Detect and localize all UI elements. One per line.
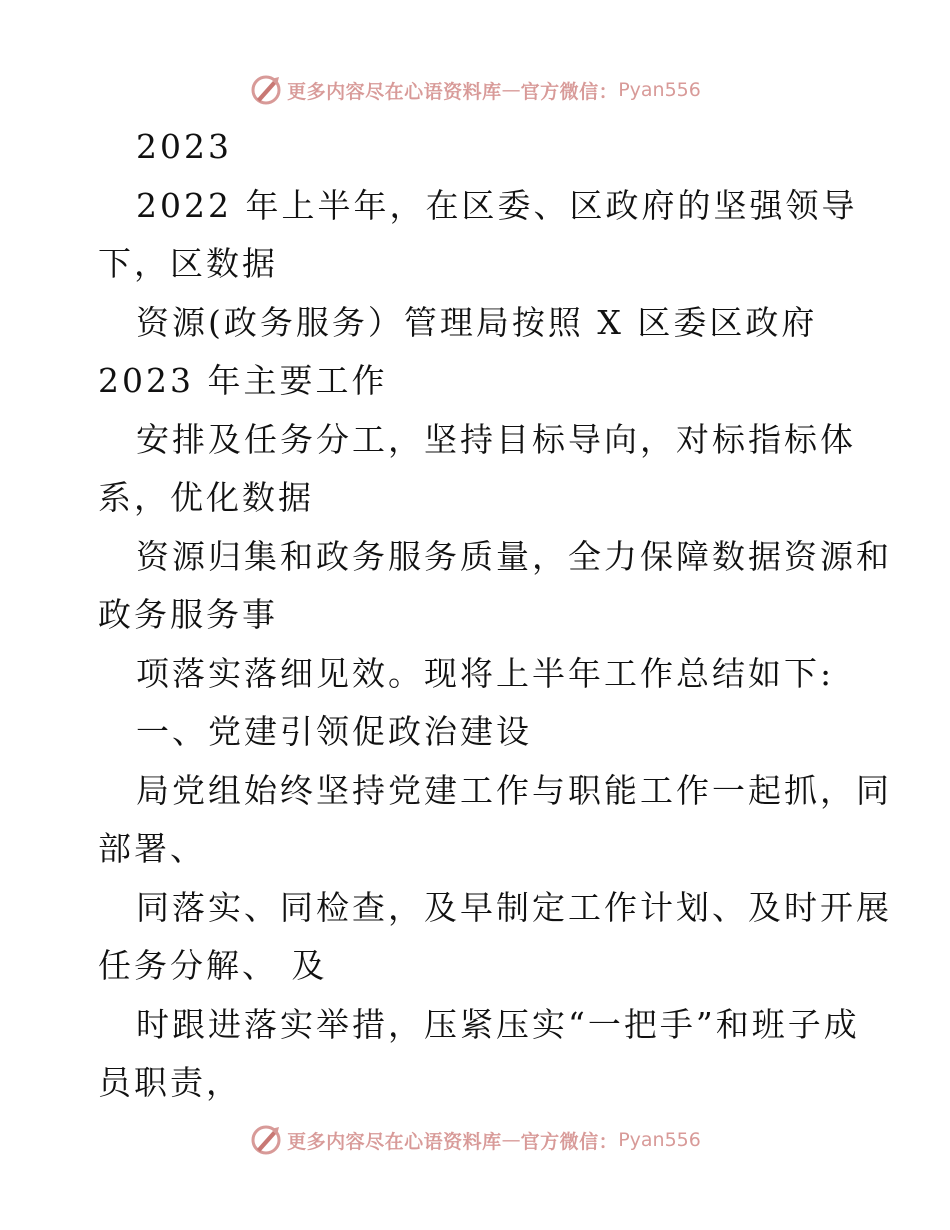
watermark-site-text: 更多内容尽在心语资料库 (287, 80, 502, 103)
document-line: 时跟进落实举措，压紧压实“一把手”和班子成 (136, 1004, 860, 1044)
document-line: 局党组始终坚持党建工作与职能工作一起抓，同 (136, 770, 892, 810)
document-line: 系，优化数据 (98, 478, 314, 517)
document-line: 下，区数据 (98, 244, 278, 283)
document-line: 项落实落细见效。现将上半年工作总结如下: (136, 653, 835, 693)
document-line: 资源归集和政务服务质量，全力保障数据资源和 (136, 536, 892, 576)
document-line: 任务分解、 及 (98, 946, 328, 985)
watermark-site-text: 更多内容尽在心语资料库 (287, 1130, 502, 1153)
document-line: 部署、 (98, 829, 206, 868)
document-line: 资源(政务服务）管理局按照 X 区委区政府 (136, 302, 818, 342)
quill-pen-logo-icon (249, 73, 283, 107)
document-body (98, 118, 898, 1113)
document-line: 员职责， (98, 1063, 242, 1102)
watermark-wechat-label: 官方微信： (520, 1130, 619, 1153)
watermark-banner-top (0, 70, 950, 110)
document-line: 同落实、同检查，及早制定工作计划、及时开展 (136, 887, 892, 927)
document-line: 2023 (136, 127, 232, 166)
document-line: 2022 年上半年，在区委、区政府的坚强领导 (136, 185, 858, 225)
watermark-wechat-id: Pyan556 (618, 79, 701, 101)
document-line: 政务服务事 (98, 595, 278, 634)
section-heading: 一、党建引领促政治建设 (136, 712, 532, 751)
watermark-separator: — (501, 1129, 521, 1151)
watermark-wechat-id: Pyan556 (618, 1129, 701, 1151)
watermark-wechat-label: 官方微信： (520, 80, 619, 103)
document-line: 安排及任务分工，坚持目标导向，对标指标体 (136, 419, 856, 459)
watermark-separator: — (501, 79, 521, 101)
watermark-banner-bottom (0, 1120, 950, 1160)
document-line: 2023 年主要工作 (98, 361, 388, 400)
quill-pen-logo-icon (249, 1123, 283, 1157)
